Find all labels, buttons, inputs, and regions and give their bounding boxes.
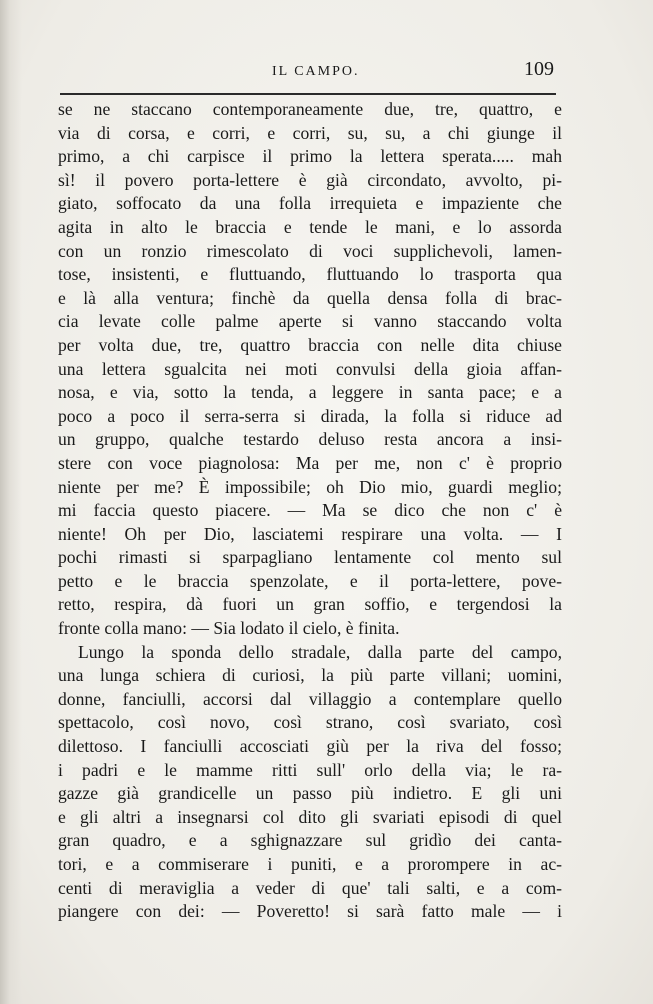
text-line: per volta due, tre, quattro braccia con nelle dita chiuse <box>58 334 562 355</box>
text-line: tori, e a commiserare i puniti, e a prorompere in ac- <box>58 854 562 874</box>
text-line: poco a poco il serra-serra si dirada, la folla si riduce ad <box>58 405 562 426</box>
page-header <box>60 56 560 88</box>
text-line: niente! Oh per Dio, lasciatemi respirare una volta. — I <box>58 523 562 544</box>
page-number: 109 <box>524 58 554 80</box>
text-line: gran quadro, e a sghignazzare sul gridìo dei canta- <box>58 830 562 851</box>
text-line: centi di meraviglia a veder di que' tali salti, e a com- <box>58 877 562 898</box>
text-line: giato, soffocato da una folla irrequieta e impaziente che <box>58 193 562 214</box>
text-line: donne, fanciulli, accorsi dal villaggio a contemplare quello <box>58 688 562 709</box>
text-line: Lungo la sponda dello stradale, dalla parte del campo, <box>78 641 562 662</box>
text-line: primo, a chi carpisce il primo la lettera sperata..... mah <box>58 146 562 167</box>
binding-shadow <box>0 0 22 1004</box>
text-line: via di corsa, e corri, e corri, su, su, a chi giunge il <box>58 122 562 143</box>
text-line: i padri e le mamme ritti sull' orlo della via; le ra- <box>58 759 562 780</box>
text-line: nosa, e via, sotto la tenda, a leggere in santa pace; e a <box>58 382 562 403</box>
text-line: e là alla ventura; finchè da quella densa folla di brac- <box>58 287 562 308</box>
text-line: spettacolo, così novo, così strano, così svariato, così <box>58 712 562 733</box>
text-line: gazze già grandicelle un passo più indietro. E gli uni <box>58 783 562 804</box>
text-line: mi faccia questo piacere. — Ma se dico che non c' è <box>58 500 562 521</box>
text-line: stere con voce piagnolosa: Ma per me, non c' è proprio <box>58 452 562 473</box>
text-line: dilettoso. I fanciulli accosciati giù per la riva del fosso; <box>58 736 562 757</box>
text-line: tose, insistenti, e fluttuando, fluttuando lo trasporta qua <box>58 264 562 285</box>
text-line: piangere con dei: — Poveretto! si sarà fatto male — i <box>58 901 562 922</box>
text-line: agita in alto le braccia e tende le mani, e lo assorda <box>58 216 562 237</box>
text-line: petto e le braccia spenzolate, e il porta-lettere, pove- <box>58 570 562 591</box>
text-line: sì! il povero porta-lettere è già circondato, avvolto, pi- <box>58 169 562 190</box>
text-line: una lunga schiera di curiosi, la più parte villani; uomini, <box>58 665 562 686</box>
running-title: IL CAMPO. <box>272 64 360 79</box>
text-line: con un ronzio rimescolato di voci supplichevoli, lamen- <box>58 240 562 261</box>
text-line: retto, respira, dà fuori un gran soffio, e tergendosi la <box>58 594 562 615</box>
text-line: fronte colla mano: — Sia lodato il cielo, è finita. <box>58 618 400 639</box>
text-line: una lettera sgualcita nei moti convulsi della gioia affan- <box>58 358 562 379</box>
body-text <box>58 98 562 924</box>
header-rule <box>60 93 556 95</box>
text-line: niente per me? È impossibile; oh Dio mio, guardi meglio; <box>58 476 562 497</box>
text-line: e gli altri a insegnarsi col dito gli svariati episodi di quel <box>58 806 562 827</box>
text-line: un gruppo, qualche testardo deluso resta ancora a insi- <box>58 429 562 450</box>
text-line: pochi rimasti si sparpagliano lentamente col mento sul <box>58 547 562 568</box>
text-line: se ne staccano contemporaneamente due, tre, quattro, e <box>58 99 562 119</box>
text-line: cia levate colle palme aperte si vanno staccando volta <box>58 311 562 332</box>
